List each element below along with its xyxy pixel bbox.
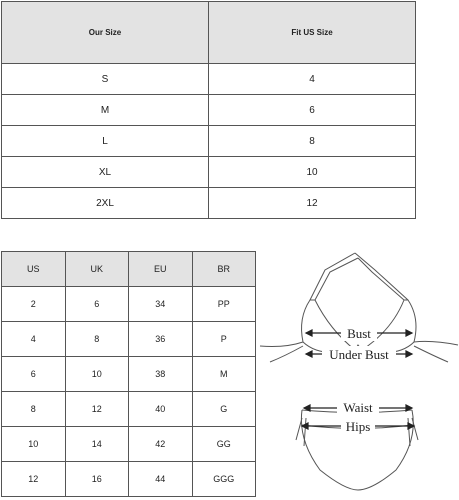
br-cell: M — [192, 357, 256, 392]
table-row — [2, 462, 256, 497]
br-cell: GG — [192, 427, 256, 462]
table-row — [2, 157, 416, 188]
eu-cell: 44 — [129, 462, 193, 497]
us-cell: 10 — [2, 427, 66, 462]
fit-us-size-cell: 8 — [209, 126, 416, 157]
fit-us-size-cell: 10 — [209, 157, 416, 188]
eu-cell: 34 — [129, 287, 193, 322]
fit-us-size-cell: 6 — [209, 95, 416, 126]
bust-label: Bust — [347, 326, 371, 341]
br-cell: GGG — [192, 462, 256, 497]
uk-cell: 10 — [65, 357, 129, 392]
fit-us-size-cell: 4 — [209, 64, 416, 95]
uk-cell: 6 — [65, 287, 129, 322]
uk-cell: 12 — [65, 392, 129, 427]
table-row — [2, 287, 256, 322]
us-cell: 8 — [2, 392, 66, 427]
header-eu: EU — [129, 252, 193, 287]
uk-cell: 8 — [65, 322, 129, 357]
uk-cell: 16 — [65, 462, 129, 497]
size-table-header-row — [2, 2, 416, 64]
eu-cell: 36 — [129, 322, 193, 357]
br-cell: P — [192, 322, 256, 357]
us-cell: 4 — [2, 322, 66, 357]
table-row — [2, 95, 416, 126]
header-us: US — [2, 252, 66, 287]
table-row — [2, 427, 256, 462]
our-size-cell: S — [2, 64, 209, 95]
header-our-size: Our Size — [2, 2, 209, 64]
br-cell: PP — [192, 287, 256, 322]
us-cell: 2 — [2, 287, 66, 322]
bikini-top-illustration — [260, 253, 458, 362]
bikini-measurement-diagram — [255, 240, 459, 500]
us-cell: 6 — [2, 357, 66, 392]
our-size-cell: 2XL — [2, 188, 209, 219]
fit-us-size-cell: 12 — [209, 188, 416, 219]
under-bust-label: Under Bust — [329, 347, 389, 362]
our-size-cell: L — [2, 126, 209, 157]
header-uk: UK — [65, 252, 129, 287]
hips-label: Hips — [345, 419, 371, 434]
eu-cell: 38 — [129, 357, 193, 392]
eu-cell: 42 — [129, 427, 193, 462]
table-row — [2, 188, 416, 219]
table-row — [2, 126, 416, 157]
br-cell: G — [192, 392, 256, 427]
uk-cell: 14 — [65, 427, 129, 462]
size-table — [1, 1, 416, 219]
table-row — [2, 322, 256, 357]
header-br: BR — [192, 252, 256, 287]
size-conversion-table — [1, 251, 256, 497]
table-row — [2, 357, 256, 392]
our-size-cell: XL — [2, 157, 209, 188]
eu-cell: 40 — [129, 392, 193, 427]
our-size-cell: M — [2, 95, 209, 126]
waist-label: Waist — [343, 400, 373, 415]
table-row — [2, 392, 256, 427]
table-row — [2, 64, 416, 95]
conversion-table-header-row — [2, 252, 256, 287]
us-cell: 12 — [2, 462, 66, 497]
header-fit-us-size: Fit US Size — [209, 2, 416, 64]
